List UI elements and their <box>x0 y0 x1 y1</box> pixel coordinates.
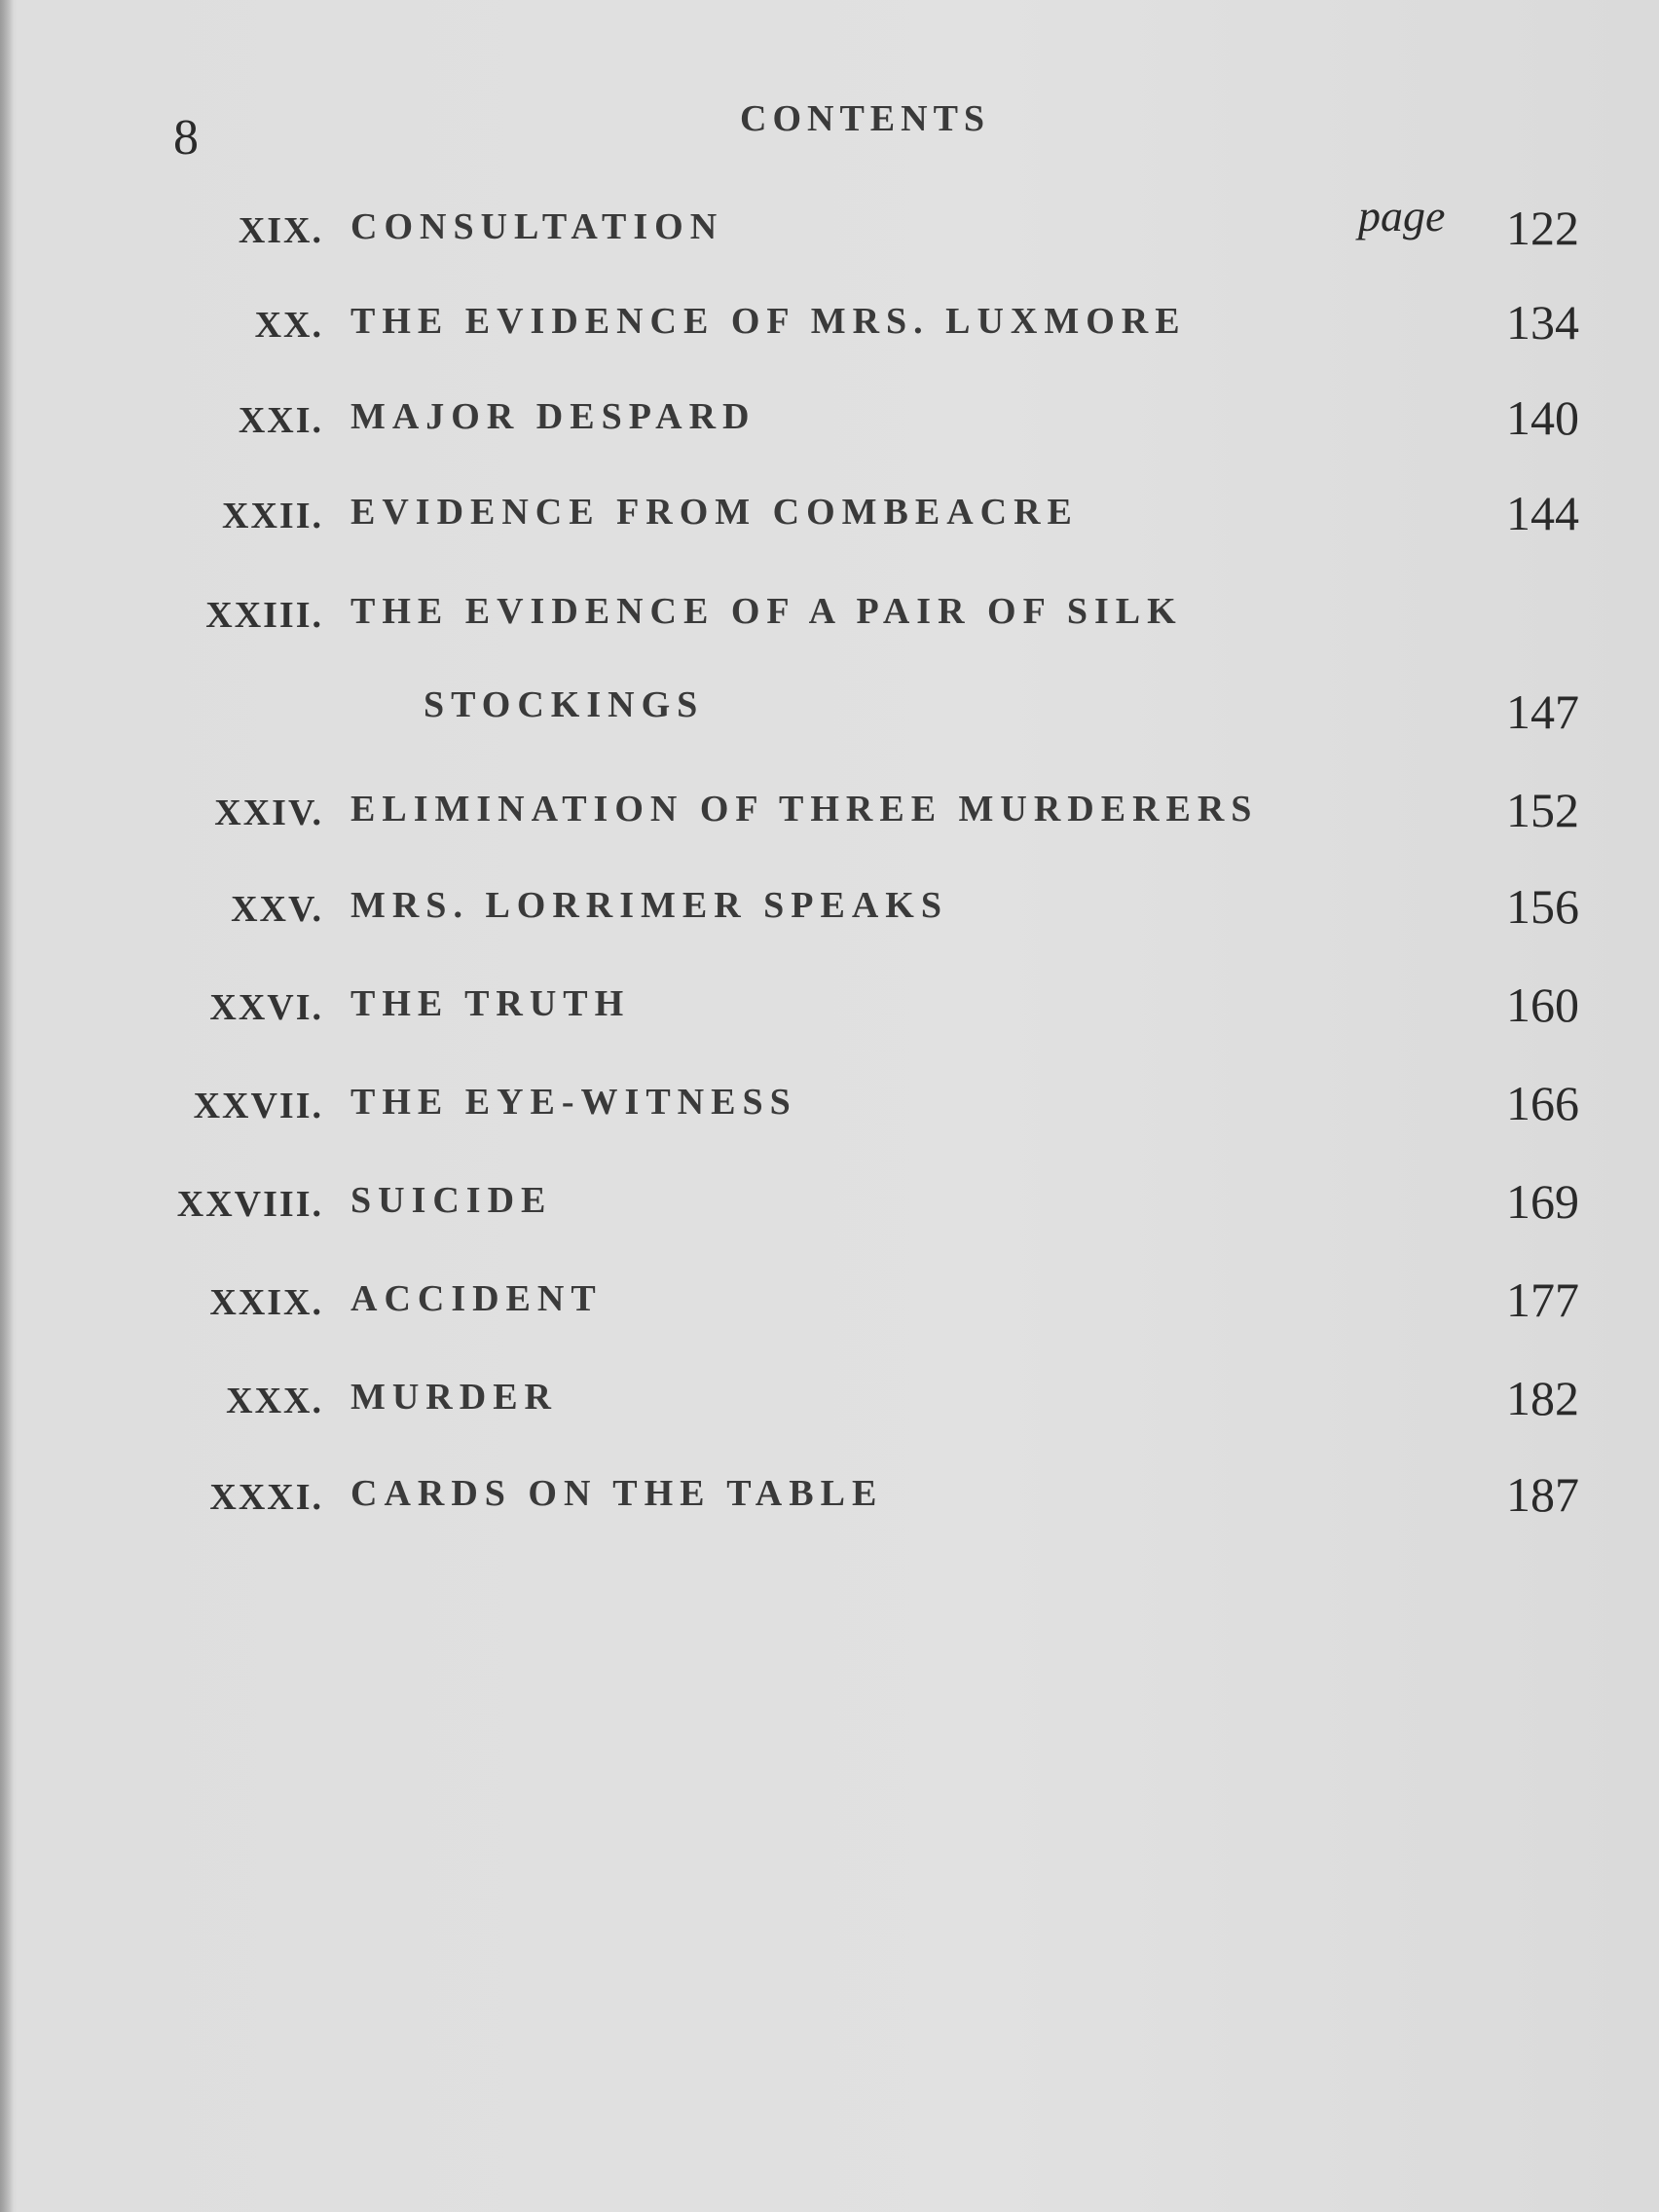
chapter-page: 144 <box>1506 486 1579 540</box>
chapter-page: 182 <box>1506 1371 1579 1425</box>
chapter-number: XXX. <box>226 1381 323 1421</box>
chapter-page: 160 <box>1506 977 1579 1032</box>
chapter-page: 166 <box>1506 1076 1579 1130</box>
toc-entry <box>0 389 1659 458</box>
chapter-page: 134 <box>1506 295 1579 350</box>
chapter-number: XXXI. <box>209 1477 323 1518</box>
chapter-number: XXIX. <box>209 1282 323 1323</box>
chapter-title-continuation: STOCKINGS <box>424 684 705 725</box>
chapter-title: SUICIDE <box>350 1180 553 1221</box>
chapter-title: CONSULTATION <box>350 206 724 247</box>
chapter-number: XXV. <box>231 889 323 930</box>
chapter-page: 152 <box>1506 783 1579 837</box>
chapter-number: XXIII. <box>205 595 323 636</box>
toc-entry <box>0 977 1659 1045</box>
chapter-number: XXVI. <box>209 987 323 1028</box>
toc-entry <box>0 878 1659 946</box>
chapter-title: MAJOR DESPARD <box>350 396 756 437</box>
chapter-page: 140 <box>1506 390 1579 445</box>
toc-entry <box>0 200 1659 268</box>
chapter-number: XXVII. <box>193 1086 323 1126</box>
chapter-page: 169 <box>1506 1174 1579 1229</box>
chapter-page: 187 <box>1506 1467 1579 1522</box>
toc-entry <box>0 782 1659 850</box>
toc-entry <box>0 294 1659 362</box>
chapter-page: 156 <box>1506 879 1579 934</box>
toc-entry <box>0 485 1659 553</box>
chapter-title: ELIMINATION OF THREE MURDERERS <box>350 789 1259 830</box>
running-title: CONTENTS <box>740 98 991 139</box>
chapter-number: XXII. <box>222 496 323 536</box>
chapter-title: THE TRUTH <box>350 983 631 1024</box>
chapter-title: THE EYE-WITNESS <box>350 1082 797 1123</box>
toc-entry <box>0 1466 1659 1534</box>
chapter-number: XX. <box>254 305 323 346</box>
chapter-title-multiline <box>350 590 1183 726</box>
chapter-title: THE EVIDENCE OF MRS. LUXMORE <box>350 301 1187 342</box>
toc-entry <box>0 1075 1659 1143</box>
chapter-title: EVIDENCE FROM COMBEACRE <box>350 492 1079 533</box>
chapter-page: 147 <box>1506 684 1579 739</box>
toc-entry <box>0 1370 1659 1438</box>
page-column-label: page <box>1358 191 1446 240</box>
chapter-number: XXI. <box>238 400 323 441</box>
page-number: 8 <box>173 110 199 166</box>
chapter-title: CARDS ON THE TABLE <box>350 1473 884 1514</box>
chapter-number: XXVIII. <box>176 1184 323 1225</box>
toc-entry <box>0 1272 1659 1340</box>
toc-entry <box>0 584 1659 750</box>
chapter-page: 122 <box>1506 201 1579 255</box>
chapter-title: ACCIDENT <box>350 1278 603 1319</box>
chapter-title: THE EVIDENCE OF A PAIR OF SILK <box>350 591 1183 632</box>
chapter-number: XXIV. <box>214 793 323 833</box>
chapter-title: MRS. LORRIMER SPEAKS <box>350 885 948 926</box>
chapter-page: 177 <box>1506 1272 1579 1327</box>
toc-entry <box>0 1173 1659 1241</box>
chapter-number: XIX. <box>238 210 323 251</box>
chapter-title: MURDER <box>350 1377 558 1418</box>
